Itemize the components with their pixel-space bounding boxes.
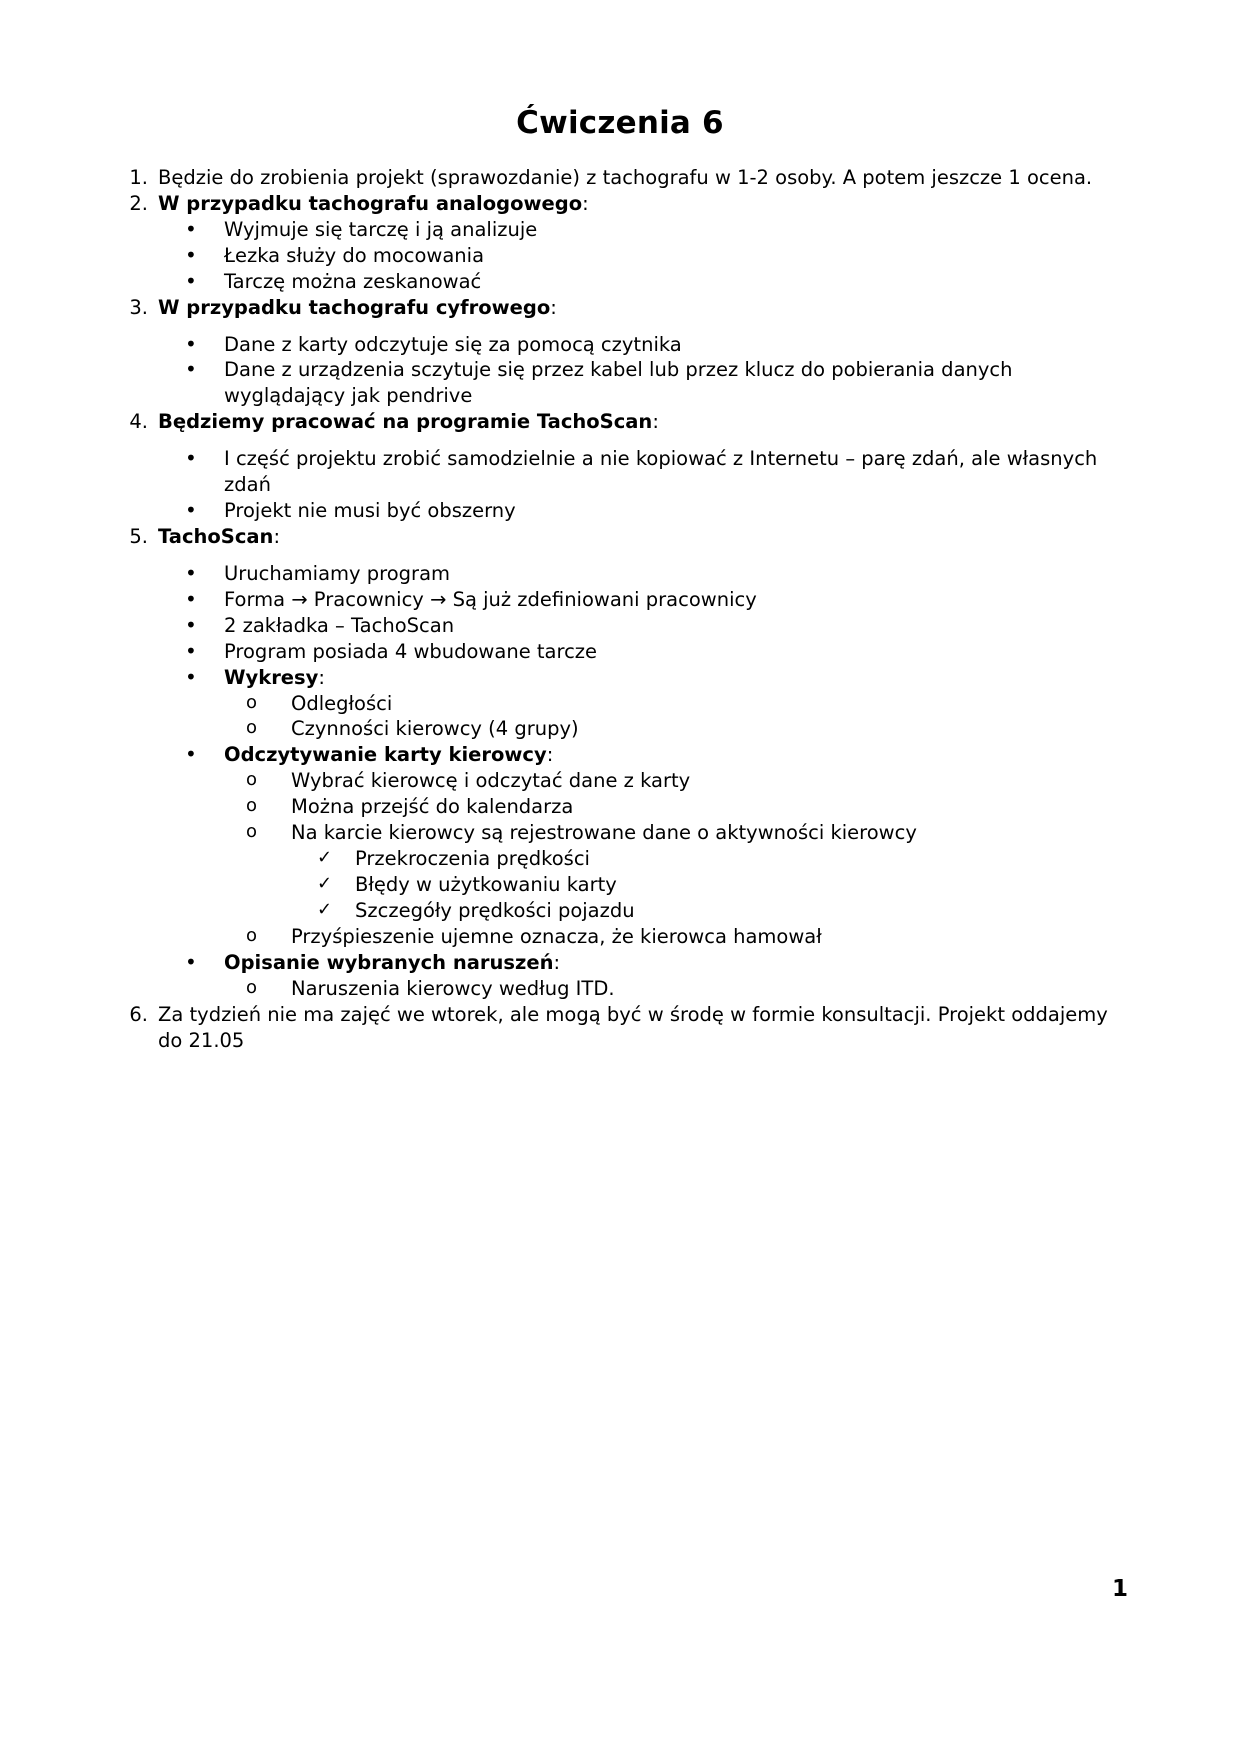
list-marker-2: 2. [129,191,148,215]
bullet-icon: • [185,664,197,689]
sublist [224,976,1130,1002]
list-item-text [224,665,1130,691]
spacer [158,321,1130,332]
list-item-heading: W przypadku tachografu analogowego [158,191,583,215]
list-item [158,498,1130,524]
list-item-text: Dane z urządzenia sczytuje się przez kabel lub przez klucz do pobierania danych wyglądający jak pendrive [224,358,1013,408]
list-item-text [224,742,1130,768]
list-item-colon: : [582,191,589,215]
bullet-icon: • [185,612,197,637]
list-item-text: Łezka służy do mocowania [224,243,485,267]
list-item-text [158,295,1130,321]
circle-bullet-icon: o [246,795,258,817]
list-item [158,587,1130,613]
list-item-text: Przyśpieszenie ujemne oznacza, że kierowca hamował [291,924,822,948]
bullet-icon: • [185,742,197,767]
bullet-icon: • [185,216,197,241]
list-item [158,950,1130,1002]
list-item-text: I część projektu zrobić samodzielnie a nie kopiować z Internetu – parę zdań, ale własnych zdań [224,447,1098,497]
bullet-icon: • [185,498,197,523]
list-item-heading: Opisanie wybranych naruszeń [224,950,554,974]
list-item-heading: TachoScan [158,524,274,548]
list-item [158,742,1130,949]
sublist [291,846,1130,924]
list-item-text: Można przejść do kalendarza [291,795,574,819]
check-icon: ✓ [317,847,333,869]
list-item [224,691,1130,717]
list-item [110,191,1130,295]
list-item-text: Odległości [291,691,393,715]
list-marker-3: 3. [129,295,148,319]
list-item [110,524,1130,1002]
list-item-text: Przekroczenia prędkości [355,847,590,871]
list-item-text [224,950,1130,976]
list-item-colon: : [553,950,561,974]
list-marker-6: 6. [129,1002,148,1026]
list-item-heading: Odczytywanie karty kierowcy [224,743,547,767]
bullet-icon: • [185,949,197,974]
list-item [158,269,1130,295]
sublist [224,768,1130,949]
list-item-text [158,409,1130,435]
list-item-colon: : [273,524,281,548]
spacer [158,550,1130,561]
bullet-icon: • [185,560,197,585]
list-item [110,295,1130,410]
bullet-icon: • [185,638,197,663]
document-body [110,165,1130,1053]
list-item-heading: Wykresy [224,665,319,689]
page-title: Ćwiczenia 6 [516,105,724,141]
list-item [158,613,1130,639]
list-item [110,165,1130,191]
list-marker-5: 5. [129,524,148,548]
bullet-icon: • [185,242,197,267]
bullet-icon: • [185,586,197,611]
list-item [158,357,1130,409]
list-item [110,1002,1130,1054]
circle-bullet-icon: o [246,717,258,739]
sublist [158,217,1130,295]
list-item-text: Za tydzień nie ma zajęć we wtorek, ale mogą być w środę w formie konsultacji. Projekt oddajemy do 21.05 [158,1002,1108,1052]
list-item-text [158,524,1130,550]
list-item [158,639,1130,665]
list-item-text: Na karcie kierowcy są rejestrowane dane o aktywności kierowcy [291,821,917,845]
circle-bullet-icon: o [246,769,258,791]
spacer [158,435,1130,446]
list-item-text: Będzie do zrobienia projekt (sprawozdanie) z tachografu w 1-2 osoby. A potem jeszcze 1 ocena. [158,166,1093,189]
list-item [224,976,1130,1002]
circle-bullet-icon: o [246,924,258,946]
list-marker-1: 1. [129,166,148,189]
list-item-text: Czynności kierowcy (4 grupy) [291,717,579,741]
sublist [158,561,1130,1002]
list-item-text: 2 zakładka – TachoScan [224,613,455,637]
list-item-heading: W przypadku tachografu cyfrowego [158,295,551,319]
list-item-colon: : [546,743,554,767]
list-item-text: Forma → Pracownicy → Są już zdefiniowani pracownicy [224,587,757,611]
bullet-icon: • [185,331,197,356]
list-item-text: Projekt nie musi być obszerny [224,499,516,523]
list-item-heading: Będziemy pracować na programie TachoScan [158,410,653,434]
list-item-colon: : [550,295,557,319]
list-item-text: Uruchamiamy program [224,561,451,585]
bullet-icon: • [185,268,197,293]
bullet-icon: • [185,446,197,471]
outline-list [110,165,1130,1053]
list-item [158,332,1130,358]
sublist [158,332,1130,410]
list-item [158,446,1130,498]
sublist [224,691,1130,743]
list-item-text: Program posiada 4 wbudowane tarcze [224,639,598,663]
circle-bullet-icon: o [246,976,258,998]
list-item [158,665,1130,743]
list-item [158,217,1130,243]
list-item [291,872,1130,898]
list-item [158,561,1130,587]
list-item [158,243,1130,269]
list-item-text: Wybrać kierowcę i odczytać dane z karty [291,769,691,793]
list-item [224,820,1130,924]
list-item [224,924,1130,950]
check-icon: ✓ [317,898,333,920]
sublist [158,446,1130,524]
list-item [224,716,1130,742]
list-item [224,768,1130,794]
list-item-colon: : [318,665,325,689]
list-item [291,846,1130,872]
list-item-text: Błędy w użytkowaniu karty [355,872,617,896]
list-item-text [158,191,1130,217]
list-item-text: Dane z karty odczytuje się za pomocą czytnika [224,332,682,356]
list-item-text: Wyjmuje się tarczę i ją analizuje [224,217,538,241]
circle-bullet-icon: o [246,691,258,713]
list-item-text: Szczegóły prędkości pojazdu [355,898,635,922]
list-marker-4: 4. [129,410,148,434]
list-item [224,794,1130,820]
list-item [110,409,1130,524]
list-item-text: Tarczę można zeskanować [224,269,482,293]
list-item-text: Naruszenia kierowcy według ITD. [291,976,615,1000]
page-number: 1 [1111,1576,1128,1602]
list-item [291,898,1130,924]
bullet-icon: • [185,357,197,382]
circle-bullet-icon: o [246,821,258,843]
check-icon: ✓ [317,872,333,894]
list-item-colon: : [652,410,659,434]
